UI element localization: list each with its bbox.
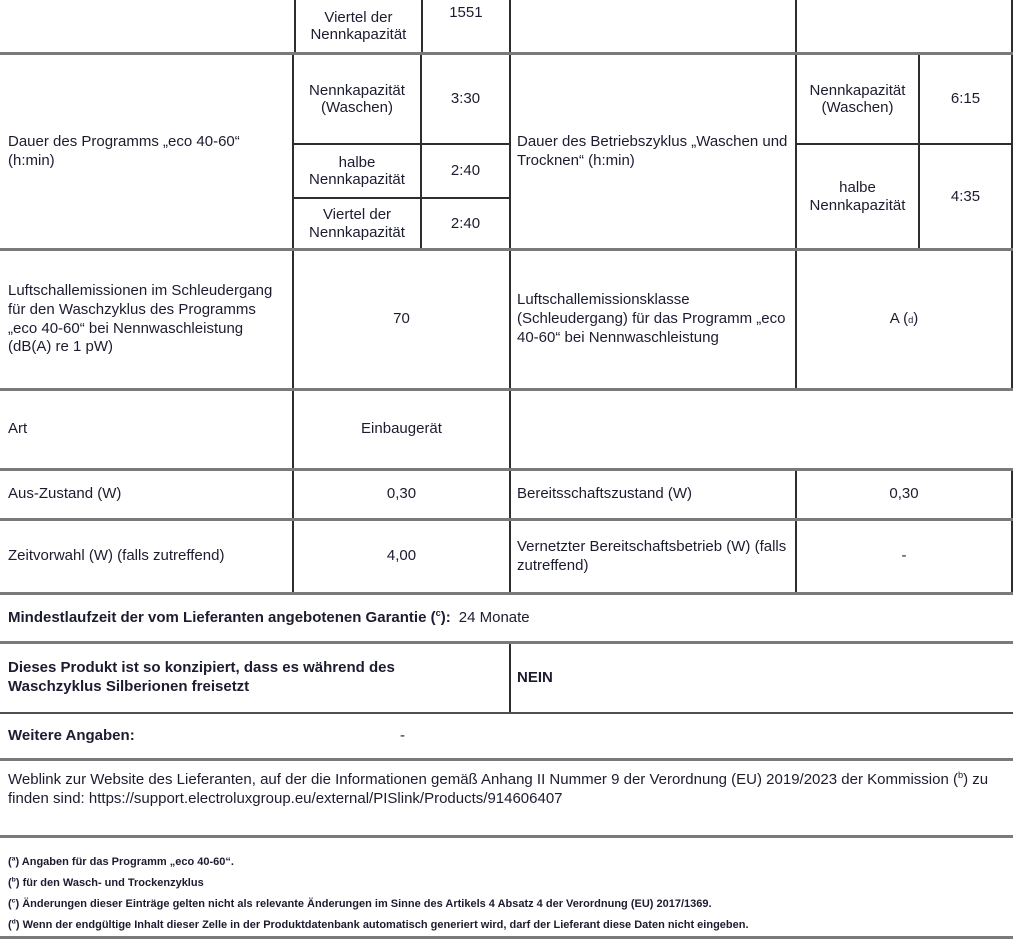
duration-value: 3:30 — [422, 55, 511, 143]
standby-value: 0,30 — [797, 471, 1013, 518]
empty-cell — [511, 0, 797, 52]
spin-quarter-subcells — [294, 0, 511, 52]
delay-start-row — [0, 521, 1013, 592]
capacity-label: halbe Nennkapazität — [294, 145, 422, 197]
type-label: Art — [0, 391, 294, 468]
off-mode-value: 0,30 — [294, 471, 511, 518]
guarantee-row — [0, 595, 1013, 641]
quarter-capacity-label: Viertel der Nennkapazität — [296, 0, 423, 52]
off-mode-row — [0, 471, 1013, 518]
eco-duration-subtable — [294, 55, 511, 248]
footnote-b: ($^b$) für den Wasch- und Trockenzyklus — [8, 876, 204, 889]
type-row — [0, 391, 1013, 468]
footnote-ref-b: b — [957, 770, 964, 780]
noise-class-value-pre: A ( — [889, 310, 909, 328]
duration-value: 2:40 — [422, 145, 511, 197]
noise-row — [0, 251, 1013, 388]
footnote-ref-c: c — [435, 607, 441, 618]
empty-cell — [511, 391, 1013, 468]
programme-duration-row — [0, 55, 1013, 248]
supplier-weblink[interactable]: https://support.electroluxgroup.eu/external/PISlink/Products/914606407 — [88, 789, 563, 807]
delay-start-label: Zeitvorwahl (W) (falls zutreffend) — [0, 521, 294, 592]
additional-info-row — [0, 714, 1013, 758]
guarantee-label: Mindestlaufzeit der vom Lieferanten angebotenen Garantie ($^c$): — [8, 607, 451, 626]
standby-label: Bereitsschaftszustand (W) — [511, 471, 797, 518]
additional-info-value: - — [400, 726, 405, 744]
weblink-text: Weblink zur Website des Lieferanten, auf der die Informationen gemäß Anhang II Nummer 9 der Verordnung (EU) 2019/2023 der Kommission ($^b$) zu finden sind: https://support.electroluxgroup.eu/external/PISlink/Products/914606407 — [8, 770, 989, 807]
spin-speed-value: 1551 — [423, 0, 511, 52]
guarantee-value: 24 Monate — [458, 608, 530, 626]
separator — [0, 936, 1013, 939]
capacity-label: Nennkapazität (Waschen) — [797, 55, 920, 143]
wash-dry-duration-subtable — [797, 55, 1013, 248]
footnote-d: ($^d$) Wenn der endgültige Inhalt dieser Zelle in der Produktdatenbank automatisch generiert wird, darf der Lieferant diese Daten nicht eingeben. — [8, 918, 749, 931]
delay-start-value: 4,00 — [294, 521, 511, 592]
additional-info-label: Weitere Angaben: — [8, 726, 135, 744]
networked-standby-value: - — [797, 521, 1013, 592]
spin-speed-quarter-row — [0, 0, 1013, 52]
networked-standby-label: Vernetzter Bereitschaftsbetrieb (W) (falls zutreffend) — [511, 521, 797, 592]
noise-class-value: A ( d ) — [797, 251, 1013, 388]
noise-class-value-post: ) — [913, 310, 919, 328]
duration-value: 4:35 — [920, 145, 1013, 248]
noise-class-label: Luftschallemissionsklasse (Schleudergang) für das Programm „eco 40-60“ bei Nennwaschleistung — [511, 251, 797, 388]
capacity-label: halbe Nennkapazität — [797, 145, 920, 248]
empty-cell — [511, 714, 1013, 758]
type-value: Einbaugerät — [294, 391, 511, 468]
weblink-row — [0, 761, 1013, 835]
eco-duration-label: Dauer des Programms „eco 40-60“ (h:min) — [0, 55, 294, 248]
footnotes-block — [0, 838, 1013, 936]
silver-ions-value: NEIN — [517, 668, 553, 686]
noise-emissions-label: Luftschallemissionen im Schleudergang für den Waschzyklus des Programms „eco 40-60“ bei Nennwaschleistung (dB(A) re 1 pW) — [0, 251, 294, 388]
off-mode-label: Aus-Zustand (W) — [0, 471, 294, 518]
silver-ions-label: Dieses Produkt ist so konzipiert, dass es während des Waschzyklus Silberionen freisetzt — [0, 644, 511, 712]
empty-cell — [0, 0, 294, 52]
empty-cell — [797, 0, 1013, 52]
footnote-c: ($^c$) Änderungen dieser Einträge gelten nicht als relevante Änderungen im Sinne des Artikels 4 Absatz 4 der Verordnung (EU) 2017/1369. — [8, 897, 712, 910]
duration-value: 6:15 — [920, 55, 1013, 143]
duration-value: 2:40 — [422, 199, 511, 248]
silver-ions-row — [0, 644, 1013, 712]
capacity-label: Viertel der Nennkapazität — [294, 199, 422, 248]
wash-dry-duration-label: Dauer des Betriebszyklus „Waschen und Trocknen“ (h:min) — [511, 55, 797, 248]
capacity-label: Nennkapazität (Waschen) — [294, 55, 422, 143]
noise-emissions-value: 70 — [294, 251, 511, 388]
footnote-a: ($^a$) Angaben für das Programm „eco 40-60“. — [8, 855, 234, 868]
